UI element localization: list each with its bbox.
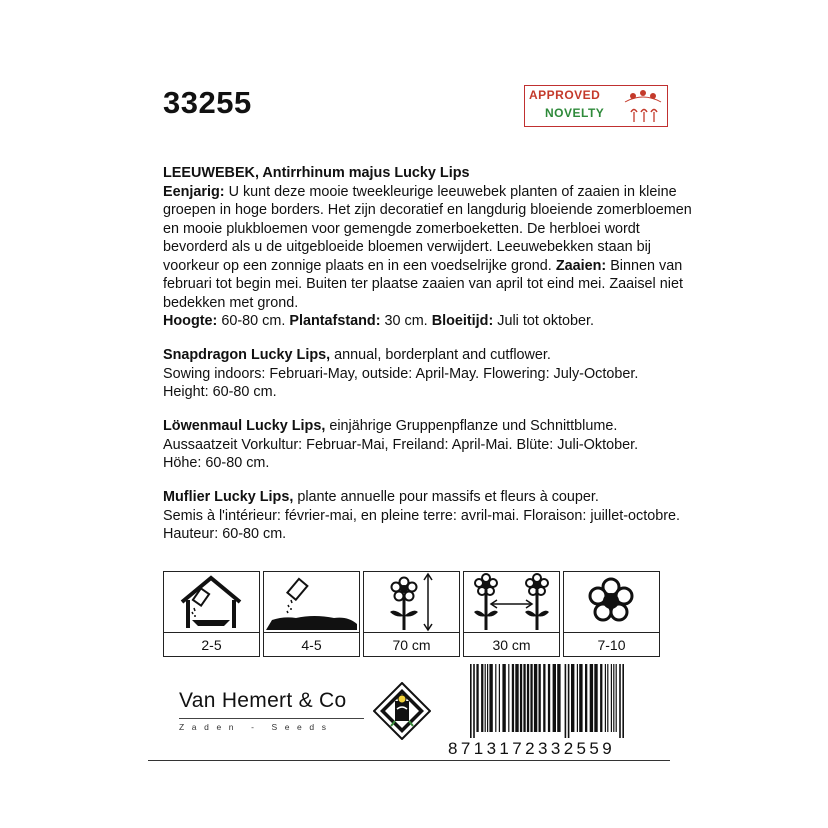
barcode-bar	[534, 664, 537, 732]
fr-line-2: Semis à l'intérieur: février-mai, en pleine terre: avril-mai. Floraison: juillet-octobre.	[163, 507, 680, 524]
nl-line-1: Eenjarig: U kunt deze mooie tweekleurige leeuwebek planten of zaaien in kleine	[163, 183, 677, 200]
icon-label-sowing-outdoors: 4-5	[264, 632, 359, 657]
barcode-bar	[565, 664, 567, 738]
barcode-bar	[527, 664, 529, 732]
barcode-bar	[611, 664, 612, 732]
barcode-bar	[520, 664, 522, 732]
barcode-bar	[473, 664, 475, 738]
barcode-bar	[489, 664, 492, 732]
nl-line-2: groepen in hoge borders. Het zijn decoratief en langdurig bloeiende zomerbloemen	[163, 202, 692, 218]
fr-line-3: Hauteur: 60-80 cm.	[163, 526, 287, 542]
barcode-bar	[523, 664, 525, 732]
barcode-bar	[495, 664, 496, 732]
de-line-1: Löwenmaul Lucky Lips, einjährige Gruppenpflanze und Schnittblume.	[163, 418, 618, 434]
barcode-bar	[512, 664, 514, 732]
barcode-bar	[557, 664, 560, 732]
flowering-icon	[564, 572, 659, 632]
barcode-bar	[600, 664, 602, 732]
barcode	[468, 664, 628, 738]
icon-label-flowering: 7-10	[564, 632, 659, 657]
icon-label-spacing: 30 cm	[464, 632, 559, 657]
barcode-bar	[568, 664, 570, 738]
fr-line-1: Muflier Lucky Lips, plante annuelle pour massifs et fleurs à couper.	[163, 489, 599, 505]
barcode-bar	[619, 664, 621, 738]
barcode-bar	[607, 664, 608, 732]
en-line-1: Snapdragon Lucky Lips, annual, borderplant and cutflower.	[163, 347, 551, 363]
barcode-bar	[499, 664, 500, 732]
barcode-bar	[470, 664, 472, 738]
icon-label-sowing-indoors: 2-5	[164, 632, 259, 657]
barcode-bar	[543, 664, 545, 732]
nl-line-6: februari tot begin mei. Buiten ter plaatse zaaien van april tot eind mei. Zaaisel niet	[163, 276, 683, 292]
barcode-bar	[476, 664, 478, 732]
barcode-bar	[622, 664, 624, 738]
barcode-bar	[539, 664, 541, 732]
badge-line1: APPROVED	[529, 88, 601, 102]
barcode-bar	[487, 664, 488, 732]
barcode-number: 8713172332559	[448, 739, 616, 758]
en-line-3: Height: 60-80 cm.	[163, 384, 277, 400]
barcode-bar	[502, 664, 505, 732]
barcode-bar	[594, 664, 597, 732]
brand-tagline: Zaden - Seeds	[179, 722, 334, 732]
barcode-bar	[515, 664, 518, 732]
barcode-bar	[481, 664, 483, 732]
nl-title: LEEUWEBEK, Antirrhinum majus Lucky Lips	[163, 165, 470, 181]
nl-line-8: Hoogte: 60-80 cm. Plantafstand: 30 cm. Bloeitijd: Juli tot oktober.	[163, 313, 595, 329]
barcode-bar	[485, 664, 486, 732]
fleuroselect-flowers-icon	[623, 88, 663, 126]
approved-novelty-badge	[524, 85, 668, 127]
barcode-bar	[605, 664, 606, 732]
icon-label-height: 70 cm	[364, 632, 459, 657]
barcode-bar	[508, 664, 509, 732]
badge-line2: NOVELTY	[545, 106, 605, 120]
van-hemert-logo	[373, 682, 431, 740]
barcode-bar	[571, 664, 574, 732]
barcode-bar	[590, 664, 593, 732]
sowing-outdoors-icon	[264, 572, 359, 632]
icon-cell-flowering	[563, 571, 660, 657]
product-code: 33255	[163, 85, 252, 120]
barcode-bar	[585, 664, 587, 732]
icon-cell-height	[363, 571, 460, 657]
icon-cell-sowing-indoors	[163, 571, 260, 657]
en-line-2: Sowing indoors: Februari-May, outside: April-May. Flowering: July-October.	[163, 365, 639, 382]
nl-line-4: bevorderd als u de uitgebloeide bloemen verwijdert. Leeuwebekken staan bij	[163, 239, 651, 255]
nl-line-7: bedekken met grond.	[163, 294, 299, 311]
brand-underline	[179, 718, 364, 719]
nl-line-5: voorkeur op een zonnige plaats en in een voedselrijke grond. Zaaien: Binnen van	[163, 257, 683, 274]
plant-spacing-icon	[464, 572, 559, 632]
icon-cell-sowing-outdoors	[263, 571, 360, 657]
plant-height-icon	[364, 572, 459, 632]
bottom-rule	[148, 760, 670, 761]
barcode-bar	[613, 664, 614, 732]
nl-line-3: en mooie plukbloemen voor gemengde zomerboeketten. De herbloei wordt	[163, 220, 640, 237]
icon-cell-spacing	[463, 571, 560, 657]
sowing-indoors-icon	[164, 572, 259, 632]
barcode-bar	[616, 664, 617, 732]
barcode-bar	[530, 664, 532, 732]
barcode-bar	[553, 664, 556, 732]
brand-name: Van Hemert & Co	[179, 689, 347, 712]
barcode-bar	[577, 664, 578, 732]
barcode-bar	[579, 664, 582, 732]
barcode-bar	[548, 664, 550, 732]
growing-info-icons	[163, 571, 661, 657]
de-line-2: Aussaatzeit Vorkultur: Februar-Mai, Freiland: April-Mai. Blüte: Juli-Oktober.	[163, 436, 639, 453]
de-line-3: Höhe: 60-80 cm.	[163, 455, 270, 471]
